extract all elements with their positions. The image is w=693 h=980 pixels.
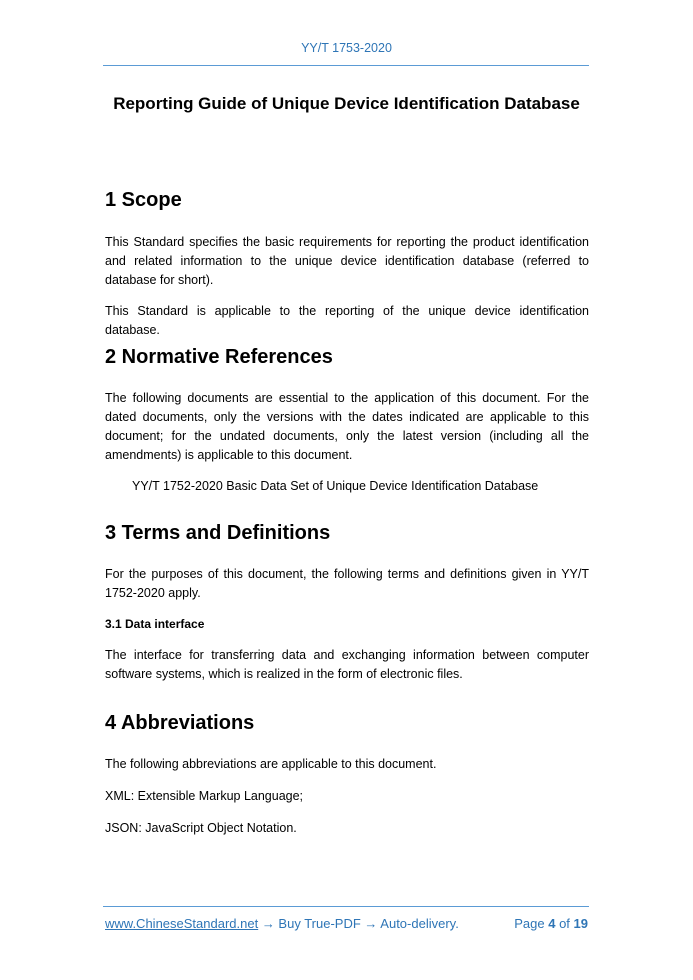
terms-paragraph: For the purposes of this document, the following terms and definitions given in YY/T 1752-2020 apply.: [105, 567, 589, 600]
terms-heading: 3 Terms and Definitions: [105, 522, 331, 544]
normative-heading: 2 Normative References: [105, 346, 333, 368]
page-number: [514, 916, 588, 931]
normative-reference-item: YY/T 1752-2020 Basic Data Set of Unique Device Identification Database: [132, 479, 539, 493]
section-terms-definitions: [105, 521, 589, 684]
page-label: Page: [514, 916, 545, 931]
term-3-1-heading: 3.1 Data interface: [105, 617, 205, 631]
section-scope: [105, 188, 589, 340]
document-title: Reporting Guide of Unique Device Identification Database: [113, 94, 580, 113]
scope-heading: 1 Scope: [105, 189, 182, 211]
normative-paragraph: The following documents are essential to the application of this document. For the dated documents, only the versions with the dates indicated are applicable to this document; for the undated documents, only the latest version (including all the amendments) is applicable to this document.: [105, 391, 589, 462]
footer-divider: [103, 906, 589, 907]
section-normative-references: [105, 345, 589, 496]
section-abbreviations: [105, 711, 589, 838]
footer: [105, 916, 588, 931]
abbreviation-xml: XML: Extensible Markup Language;: [105, 789, 304, 803]
footer-purchase-text: → Buy True-PDF → Auto-delivery.: [258, 916, 459, 931]
scope-paragraph-1: This Standard specifies the basic requirements for reporting the product identification and related information to the unique device identification database (referred to database for short).: [105, 235, 589, 287]
abbreviation-json: JSON: JavaScript Object Notation.: [105, 821, 297, 835]
abbreviations-intro: The following abbreviations are applicable to this document.: [105, 757, 437, 771]
header-standard-code: YY/T 1753-2020: [301, 41, 392, 55]
header-divider: [103, 65, 589, 66]
abbreviations-heading: 4 Abbreviations: [105, 712, 255, 734]
page-total: 19: [573, 916, 588, 931]
footer-website-link[interactable]: www.ChineseStandard.net: [105, 916, 259, 931]
page-of: of: [559, 916, 570, 931]
scope-paragraph-2: This Standard is applicable to the reporting of the unique device identification database.: [105, 304, 589, 337]
page-current: 4: [548, 916, 556, 931]
term-3-1-definition: The interface for transferring data and exchanging information between computer software systems, which is realized in the form of electronic files.: [105, 648, 589, 681]
